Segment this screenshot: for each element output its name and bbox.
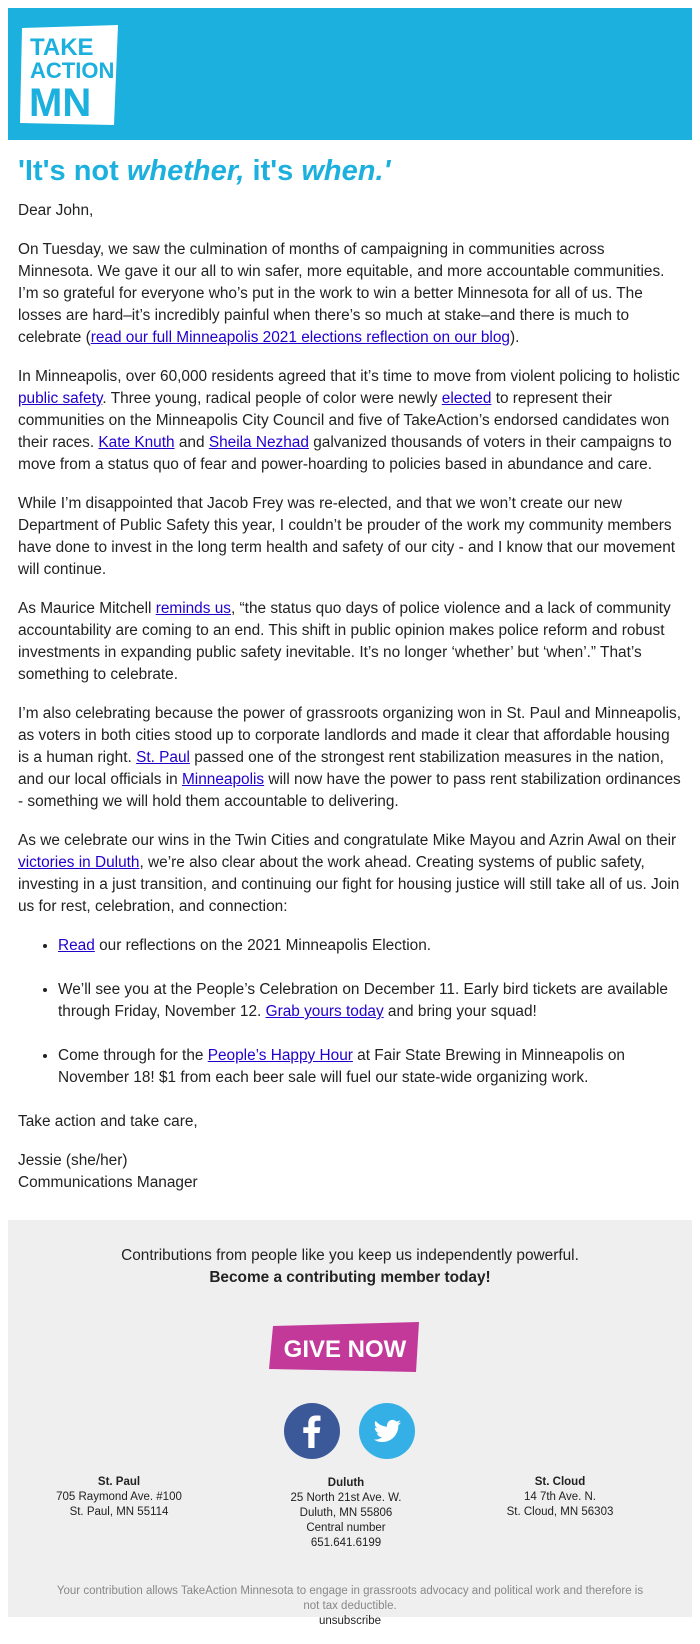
office-city: St. Paul — [97, 1476, 141, 1488]
office-duluth — [261, 1476, 431, 1551]
office-street: 705 Raymond Ave. #100 — [56, 1491, 182, 1503]
signoff: Take action and take care, — [18, 1113, 198, 1130]
paragraph-4: As Maurice Mitchell reminds us, “the status quo days of police violence and a lack of community accountability are coming to an end. This shift in public opinion makes police reform and robust investments in expanding public safety inevitable. It’s no longer ‘whether’ but ‘when’.” That’s something to celebrate. — [18, 600, 671, 683]
office-cityline: St. Cloud, MN 56303 — [506, 1506, 614, 1518]
paragraph-2: In Minneapolis, over 60,000 residents agreed that it’s time to move from violent policing to holistic public safety. Three young, radical people of color were newly elected to represent their communities on the Minneapolis City Council and five of TakeAction’s endorsed candidates won their races. Kate Knuth and Sheila Nezhad galvanized thousands of voters in their campaigns to move from a status quo of fear and power-hoarding to policies based in abundance and care. — [18, 368, 680, 473]
footer-contribution-text: Contributions from people like you keep us independently powerful. — [121, 1247, 579, 1264]
office-cityline: Duluth, MN 55806 — [299, 1507, 393, 1519]
header-banner — [8, 8, 692, 140]
message-content — [8, 154, 692, 1194]
office-city: Duluth — [327, 1477, 365, 1489]
phone-label: Central number — [306, 1522, 386, 1534]
email-body — [8, 8, 692, 1194]
logo-line-1: TAKE — [30, 34, 94, 61]
paragraph-3: While I’m disappointed that Jacob Frey was re-elected, and that we won’t create our new Department of Public Safety this year, I couldn’t be prouder of the work my community members have done to invest in the long term health and safety of our city - and I know that our movement will continue. — [18, 495, 676, 578]
elected-link[interactable]: elected — [441, 390, 492, 407]
reminds-us-link[interactable]: reminds us — [155, 600, 231, 617]
sheila-nezhad-link[interactable]: Sheila Nezhad — [208, 434, 309, 451]
office-street: 25 North 21st Ave. W. — [290, 1492, 402, 1504]
footer-cta-text: Become a contributing member today! — [209, 1269, 491, 1286]
public-safety-link[interactable]: public safety — [18, 390, 103, 407]
victories-in-duluth-link[interactable]: victories in Duluth — [18, 854, 140, 871]
office-st-paul — [39, 1475, 199, 1520]
paragraph-1: On Tuesday, we saw the culmination of months of campaigning in communities across Minnesota. We gave it our all to win safer, more equitable, and more accountable communities. I’m so grateful for everyone who’s put in the work to win a better Minnesota for all of us. The losses are hard–it’s incredibly painful when there’s so much at stake–and there is much to celebrate (read our full Minneapolis 2021 elections reflection on our blog). — [18, 241, 665, 346]
tax-disclaimer: Your contribution allows TakeAction Minnesota to engage in grassroots advocacy and political work and therefore is not tax deductible. — [56, 1585, 644, 1612]
office-street: 14 7th Ave. N. — [523, 1491, 597, 1503]
happy-hour-link[interactable]: People’s Happy Hour — [207, 1047, 353, 1064]
footer — [8, 1220, 692, 1627]
signature — [18, 1150, 682, 1194]
grab-tickets-link[interactable]: Grab yours today — [265, 1003, 384, 1020]
signature-name: Jessie (she/her) — [18, 1152, 128, 1169]
give-now-label: GIVE NOW — [283, 1336, 407, 1363]
minneapolis-link[interactable]: Minneapolis — [181, 771, 265, 788]
blog-reflection-link[interactable]: read our full Minneapolis 2021 elections reflection on our blog — [90, 329, 510, 346]
facebook-icon — [284, 1403, 340, 1459]
twitter-icon — [359, 1403, 415, 1459]
action-list — [18, 935, 682, 1089]
paragraph-5: I’m also celebrating because the power of grassroots organizing won in St. Paul and Minneapolis, as voters in both cities stood up to corporate landlords and made it clear that affordable housing is a human right. St. Paul passed one of the strongest rent stabilization measures in the nation, and our local officials in Minneapolis will now have the power to pass rent stabilization ordinances - something we will hold them accountable to delivering. — [18, 705, 682, 810]
office-cityline: St. Paul, MN 55114 — [69, 1506, 169, 1518]
headline: 'It's not whether, it's when.' — [18, 155, 391, 187]
kate-knuth-link[interactable]: Kate Knuth — [98, 434, 175, 451]
unsubscribe-link[interactable]: unsubscribe — [318, 1615, 381, 1627]
logo-line-3: MN — [29, 81, 92, 125]
office-city: St. Cloud — [534, 1476, 586, 1488]
list-item: • Come through for the People’s Happy Hour at Fair State Brewing in Minneapolis on November 18! $1 from each beer sale will fuel our state-wide organizing work. — [58, 1045, 682, 1089]
greeting: Dear John, — [18, 202, 94, 219]
list-item: • Read our reflections on the 2021 Minneapolis Election. — [58, 935, 682, 957]
takeaction-mn-logo[interactable] — [20, 25, 120, 125]
give-now-button[interactable] — [269, 1322, 421, 1374]
list-item: • We’ll see you at the People’s Celebration on December 11. Early bird tickets are available through Friday, November 12. Grab yours today and bring your squad! — [58, 979, 682, 1023]
logo-line-2: ACTION — [30, 58, 115, 83]
office-st-cloud — [480, 1475, 640, 1520]
facebook-button[interactable] — [284, 1403, 340, 1459]
twitter-button[interactable] — [359, 1403, 415, 1459]
st-paul-link[interactable]: St. Paul — [136, 749, 190, 766]
signature-title: Communications Manager — [18, 1174, 198, 1191]
read-reflections-link[interactable]: Read — [58, 937, 95, 954]
phone-number[interactable]: 651.641.6199 — [310, 1537, 382, 1549]
paragraph-6: As we celebrate our wins in the Twin Cities and congratulate Mike Mayou and Azrin Awal on their victories in Duluth, we’re also clear about the work ahead. Creating systems of public safety, investing in a just transition, and continuing our fight for housing justice will still take all of us. Join us for rest, celebration, and connection: — [18, 832, 680, 915]
